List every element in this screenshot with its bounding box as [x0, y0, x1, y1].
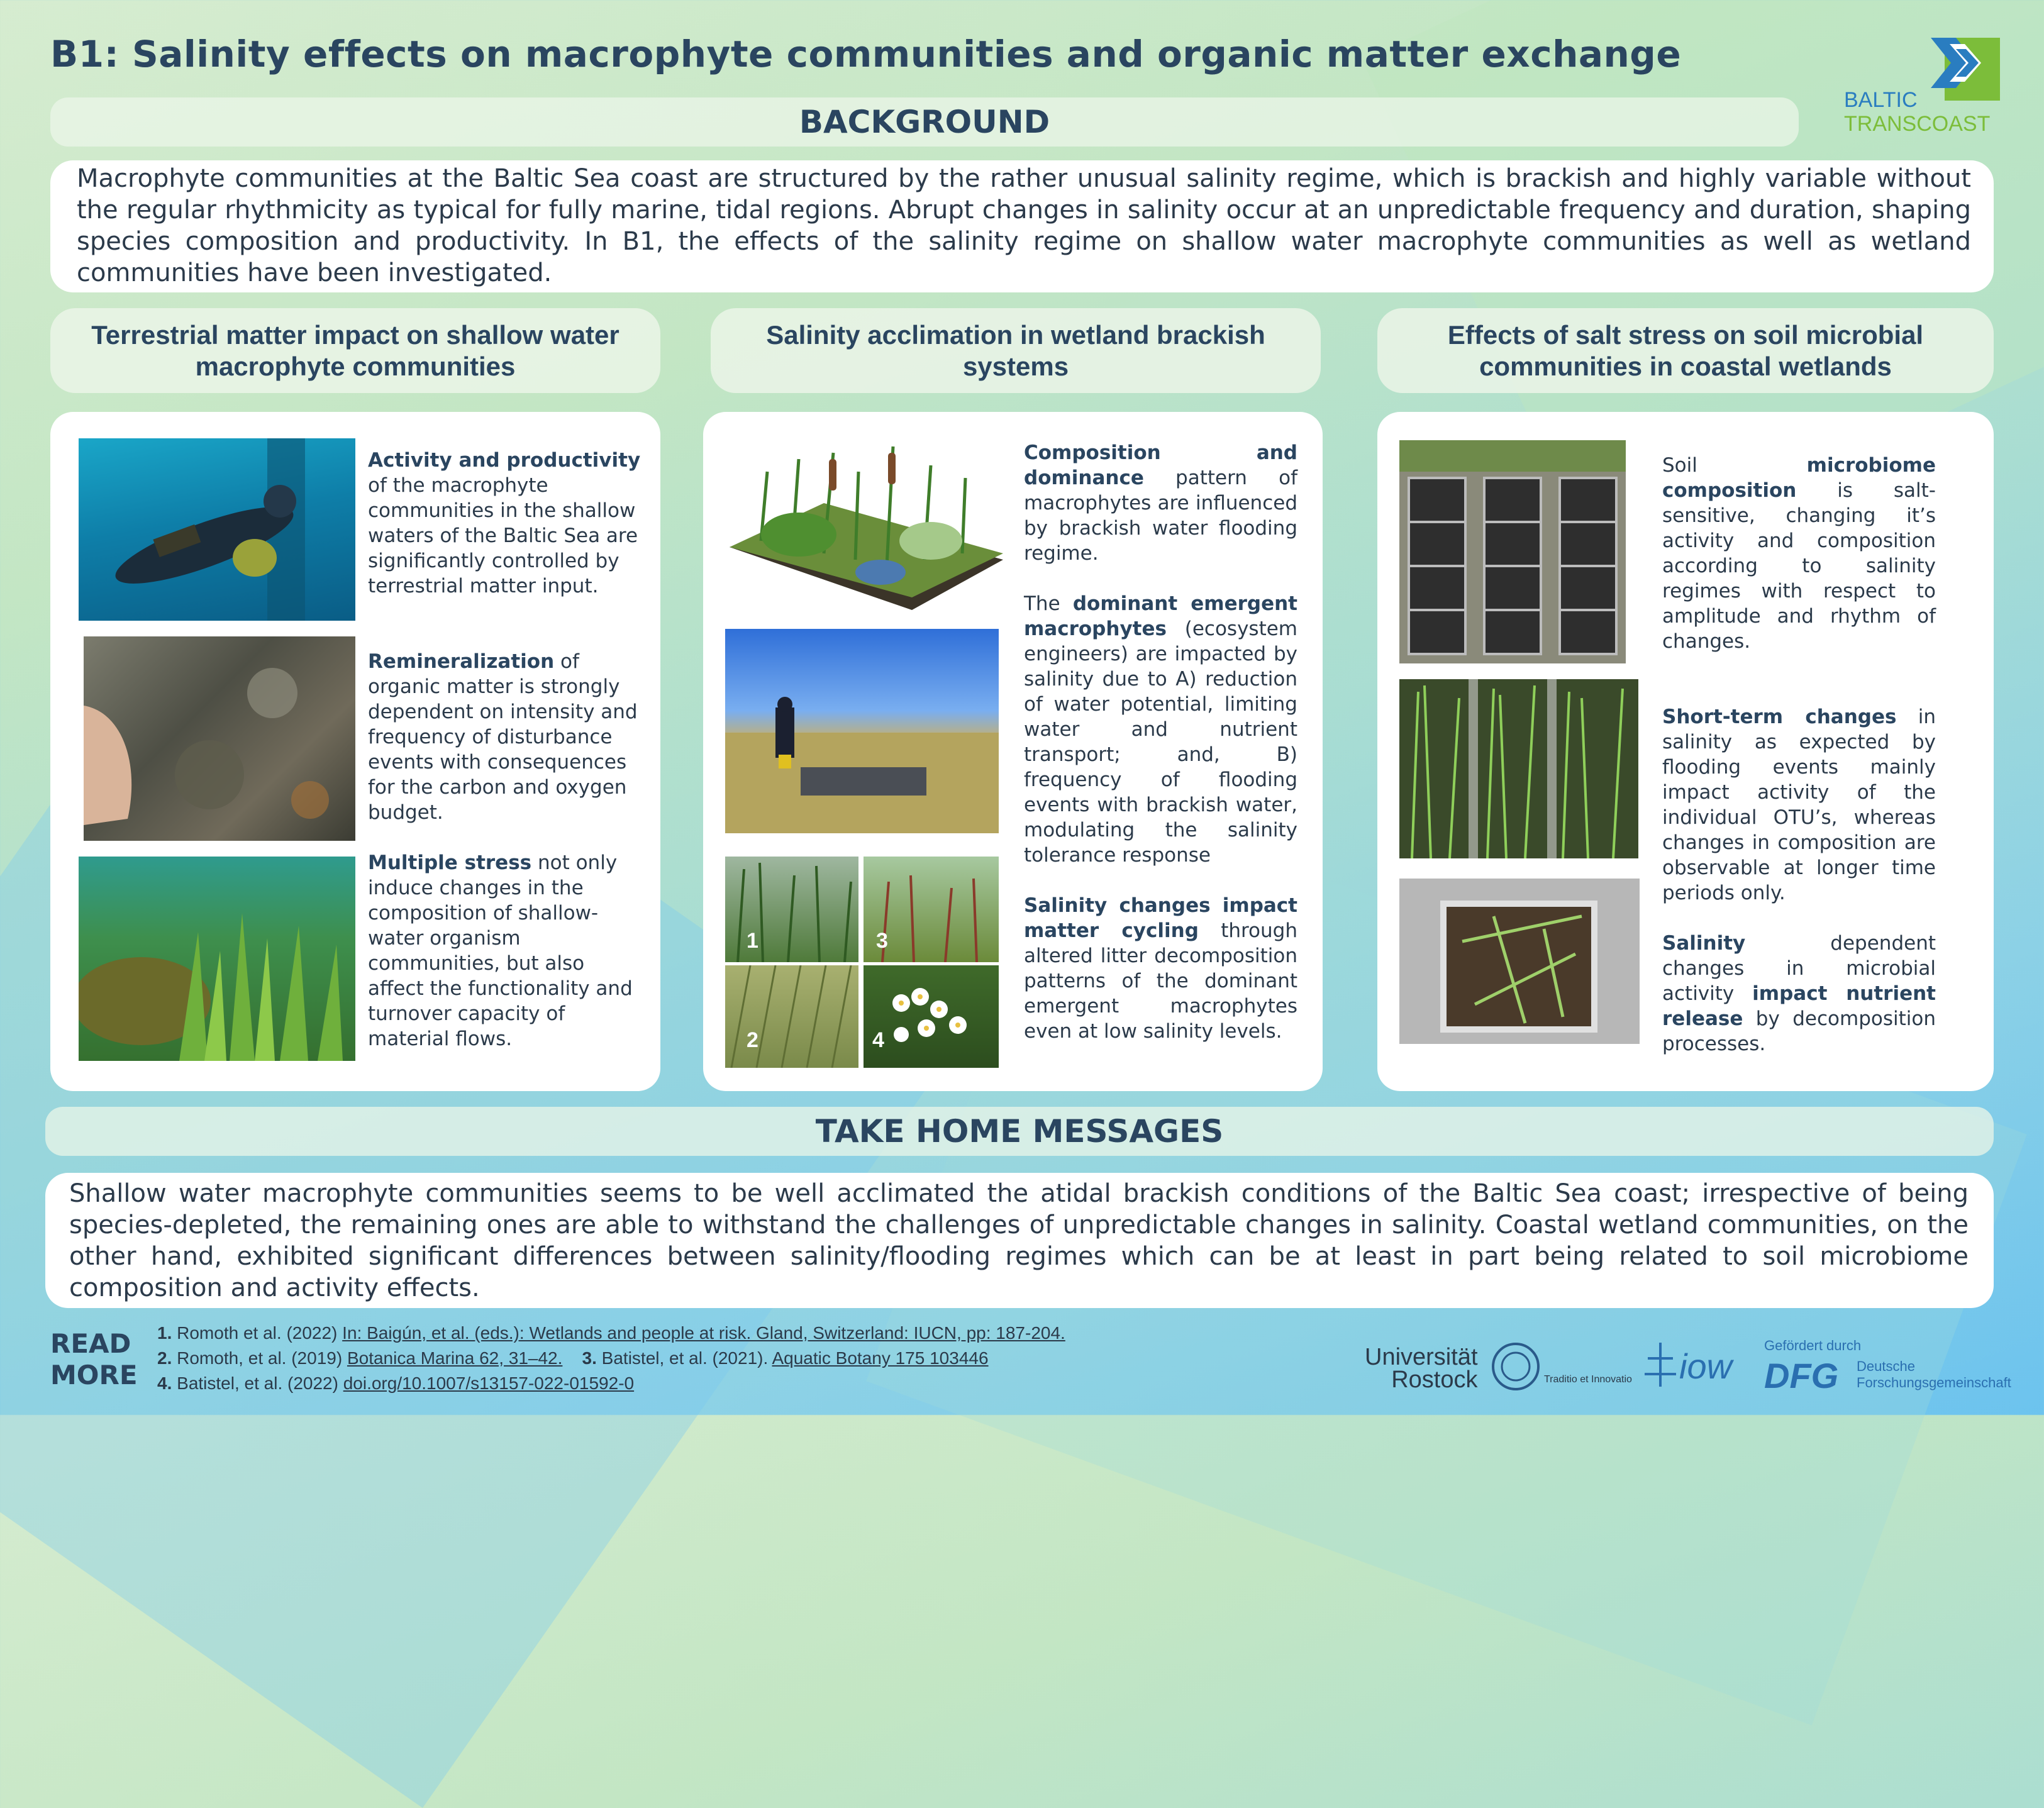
background-box: [50, 160, 1994, 292]
university-name-line-2: Rostock: [1391, 1367, 1478, 1393]
column-2-block-2-pre: The: [1024, 592, 1073, 615]
read-more-label: [50, 1328, 138, 1391]
column-3-block-2-text: in salinity as expected by flooding events mainly impact activity of the individual OTU’s, whereas changes in composition are observable at longer time periods only.: [1662, 706, 1936, 904]
column-3-heading: Effects of salt stress on soil microbial communities in coastal wetlands: [1447, 319, 1924, 381]
wetland-photo-4: [864, 965, 999, 1068]
column-1-block-2: [368, 649, 645, 825]
column-2-text: [1024, 440, 1297, 1069]
logo-line-baltic: BALTIC: [1844, 88, 1918, 112]
iow-text: iow: [1679, 1346, 1733, 1386]
baltic-transcoast-logo: [1836, 38, 2000, 145]
take-home-banner: [45, 1107, 1994, 1156]
column-3-block-3-bold: Salinity: [1662, 932, 1746, 955]
reference-4: [157, 1371, 1065, 1396]
poster-title: B1: Salinity effects on macrophyte communities and organic matter exchange: [50, 33, 1682, 75]
dfg-full-name: [1857, 1358, 2011, 1391]
reference-4-number: 4.: [157, 1373, 172, 1393]
column-3-block-3-text: dependent changes in microbial activity: [1662, 932, 1936, 1005]
take-home-box: [45, 1173, 1994, 1308]
dfg-name-line-1: Deutsche: [1857, 1358, 1915, 1374]
grass-mesocosm-photo: [1399, 679, 1638, 858]
reference-3-link[interactable]: Aquatic Botany 175 103446: [772, 1348, 989, 1368]
soil-boxes-photo: [1399, 440, 1626, 663]
wetland-photo-number-1: 1: [747, 929, 758, 953]
column-2-block-2: [1024, 591, 1297, 868]
logo-line-transcoast: TRANSCOAST: [1844, 112, 1991, 136]
column-3-block-3-bold-2: impact nutrient release: [1662, 982, 1936, 1030]
read-more-line-2: MORE: [50, 1360, 138, 1390]
column-3-block-1-pre: Soil: [1662, 454, 1807, 477]
reference-1-number: 1.: [157, 1323, 172, 1343]
wetland-photo-number-3: 3: [876, 929, 888, 953]
reference-3-number: 3.: [582, 1348, 597, 1368]
take-home-text: Shallow water macrophyte communities seems to be well acclimated the atidal brackish conditions of the Baltic Sea coast; irrespective of being species-depleted, the remaining ones are able to withstand the challenges of unpredictable changes in salinity. Coastal wetland communities, on the other hand, exhibited significant differences between salinity/flooding regimes which can be at least in part being related to soil microbiome composition and activity effects.: [69, 1179, 1969, 1302]
column-1-block-2-bold: Remineralization: [368, 650, 555, 673]
column-1-block-1-bold: Activity and productivity: [368, 449, 641, 472]
dfg-logo-text: DFG: [1764, 1356, 1839, 1395]
reference-2-authors: Romoth, et al. (2019): [177, 1348, 347, 1368]
column-3-block-1: [1662, 453, 1936, 654]
column-1-heading: Terrestrial matter impact on shallow water macrophyte communities: [91, 319, 619, 381]
references-list: [157, 1321, 1065, 1396]
reference-2: [157, 1346, 1065, 1371]
column-1-header: [50, 308, 660, 393]
seabed-hand-photo: [84, 636, 355, 841]
column-3-block-2-bold: Short-term changes: [1662, 706, 1897, 728]
iow-mark-icon: [1641, 1339, 1679, 1390]
column-3-block-1-bold: microbiome composition: [1662, 454, 1936, 502]
take-home-heading: TAKE HOME MESSAGES: [815, 1113, 1224, 1150]
background-heading: BACKGROUND: [799, 104, 1050, 140]
seagrass-meadow-photo: [79, 857, 355, 1061]
column-2-block-2-bold: dominant emergent macrophytes: [1024, 592, 1297, 640]
field-sampling-photo: [725, 629, 999, 833]
diver-underwater-photo: [79, 438, 355, 621]
column-3-text: [1662, 453, 1936, 1082]
column-3-block-3-text-2: by decomposition processes.: [1662, 1007, 1936, 1055]
background-text: Macrophyte communities at the Baltic Sea coast are structured by the rather unusual salinity regime, which is brackish and highly variable without the regular rhythmicity as typical for fully marine, tidal regions. Abrupt changes in salinity occur at an unpredictable frequency and duration, shaping species composition and productivity. In B1, the effects of the salinity regime on shallow water macrophyte communities as well as wetland communities have been investigated.: [77, 164, 1971, 287]
column-2-block-2-text: (ecosystem engineers) are impacted by salinity due to A) reduction of water potential, limiting water and nutrient transport; and, B) frequency of flooding events with brackish water, modulating the salinity tolerance response: [1024, 618, 1297, 867]
reference-4-link[interactable]: doi.org/10.1007/s13157-022-01592-0: [343, 1373, 635, 1393]
column-1-block-1-text: of the macrophyte communities in the shallow waters of the Baltic Sea are significantly controlled by terrestrial matter input.: [368, 474, 638, 597]
wetland-photo-number-4: 4: [872, 1028, 884, 1052]
column-3-block-3: [1662, 931, 1936, 1057]
iow-logo: [1641, 1339, 1742, 1390]
read-more-line-1: READ: [50, 1328, 131, 1359]
background-banner: [50, 97, 1799, 147]
column-2-heading: Salinity acclimation in wetland brackish systems: [766, 319, 1265, 381]
reference-1-link[interactable]: In: Baigún, et al. (eds.): Wetlands and people at risk. Gland, Switzerland: IUCN, pp: 187-204.: [342, 1323, 1065, 1343]
column-3-block-1-text: is salt-sensitive, changing it’s activity and composition according to salinity regimes with respect to amplitude and rhythm of changes.: [1662, 479, 1936, 653]
reference-4-authors: Batistel, et al. (2022): [172, 1373, 343, 1393]
column-1-block-3-text: not only induce changes in the composition of shallow-water organism communities, but also affect the functionality and turnover capacity of material flows.: [368, 851, 633, 1050]
column-3-block-2: [1662, 704, 1936, 906]
reference-1-authors: Romoth et al. (2022): [177, 1323, 343, 1343]
column-1-block-3-bold: Multiple stress: [368, 851, 532, 874]
column-3-header: [1377, 308, 1994, 393]
dfg-name-line-2: Forschungsgemeinschaft: [1857, 1375, 2011, 1390]
funded-by-label: Gefördert durch: [1764, 1338, 1862, 1353]
university-rostock-logo: [1365, 1346, 1478, 1391]
reference-2-link[interactable]: Botanica Marina 62, 31–42.: [347, 1348, 563, 1368]
column-2-block-3-bold: Salinity changes impact matter cycling: [1024, 894, 1297, 942]
university-seal-icon: [1491, 1341, 1541, 1392]
reference-3-authors: Batistel, et al. (2021).: [596, 1348, 772, 1368]
column-2-block-1-bold: Composition and dominance: [1024, 441, 1297, 489]
university-motto: Traditio et Innovatio: [1544, 1374, 1632, 1385]
column-2-block-3-text: through altered litter decomposition patterns of the dominant emergent macrophytes even at low salinity levels.: [1024, 919, 1297, 1043]
column-2-block-3: [1024, 893, 1297, 1044]
column-1-text: [368, 448, 645, 1077]
wetland-photo-3: [864, 857, 999, 962]
column-1-block-2-text: of organic matter is strongly dependent on intensity and frequency of disturbance events with consequences for the carbon and oxygen budget.: [368, 650, 638, 824]
wetland-photo-1: [725, 857, 858, 962]
litter-box-photo: [1399, 879, 1640, 1044]
wetland-photo-number-2: 2: [747, 1028, 758, 1052]
reference-2-number: 2.: [157, 1348, 172, 1368]
column-1-block-3: [368, 850, 645, 1051]
university-name-line-1: Universität: [1365, 1344, 1478, 1370]
reference-1: [157, 1321, 1065, 1346]
wetland-plants-illustration: [723, 434, 1006, 610]
column-2-block-1: [1024, 440, 1297, 566]
column-2-header: [711, 308, 1321, 393]
wetland-photo-2: [725, 965, 858, 1068]
column-1-block-1: [368, 448, 645, 599]
column-2-block-1-text: pattern of macrophytes are influenced by brackish water flooding regime.: [1024, 467, 1297, 565]
